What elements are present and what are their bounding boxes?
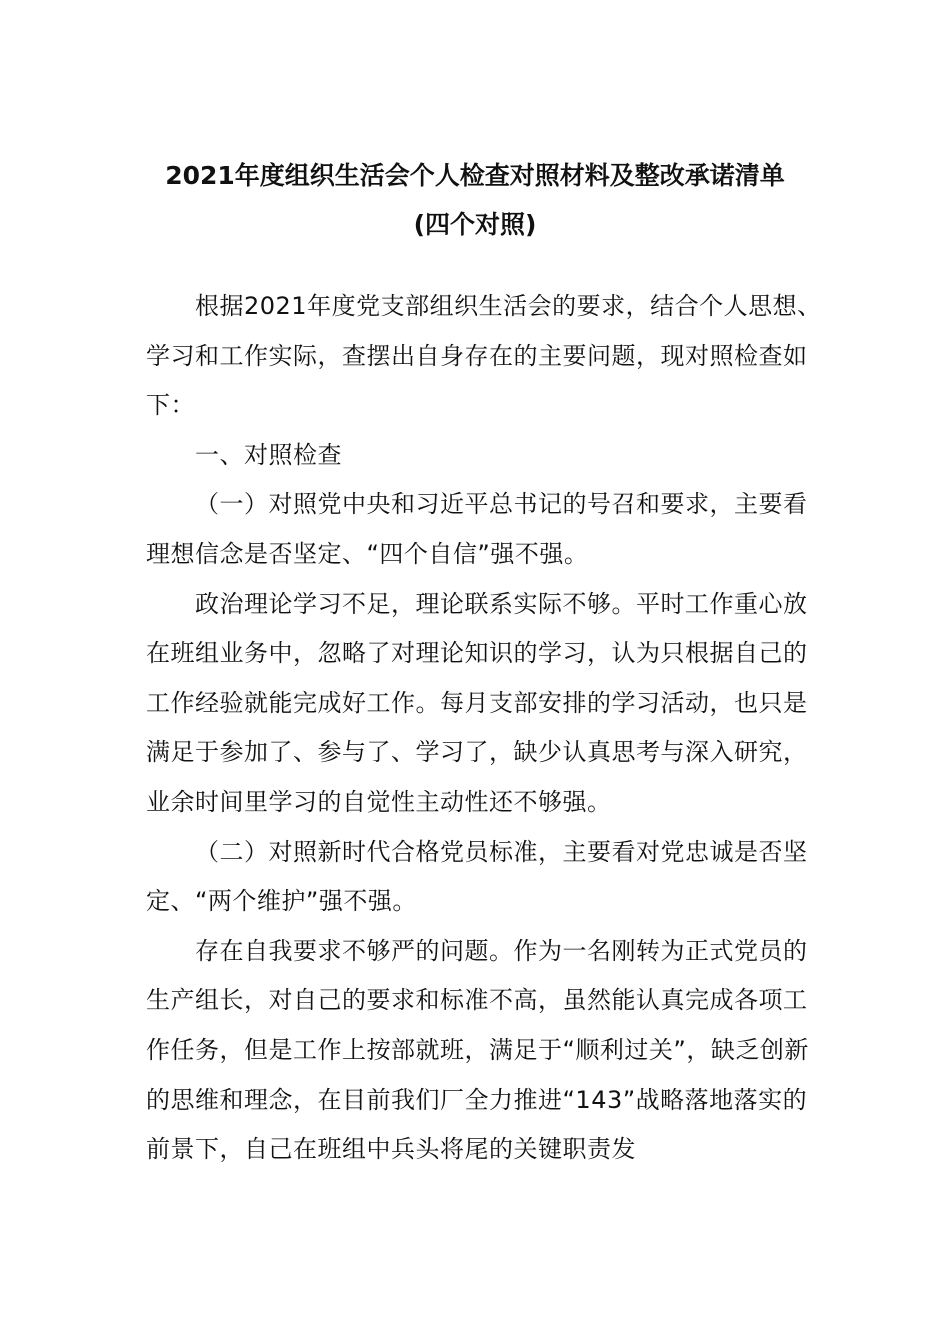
paragraph-intro: 根据2021年度党支部组织生活会的要求，结合个人思想、学习和工作实际，查摆出自身存在的主要问题，现对照检查如下： bbox=[146, 292, 822, 420]
document-subtitle: (四个对照) bbox=[413, 210, 537, 239]
section-heading-1: 一、对照检查 bbox=[195, 440, 342, 469]
document-body bbox=[146, 282, 826, 1175]
subsection-heading-1: （一）对照党中央和习近平总书记的号召和要求，主要看理想信念是否坚定、“四个自信”强不强。 bbox=[146, 490, 808, 568]
paragraph-1: 政治理论学习不足，理论联系实际不够。平时工作重心放在班组业务中，忽略了对理论知识的学习，认为只根据自己的工作经验就能完成好工作。每月支部安排的学习活动，也只是满足于参加了、参与了、学习了，缺少认真思考与深入研究，业余时间里学习的自觉性主动性还不够强。 bbox=[146, 589, 808, 816]
document-title: 2021年度组织生活会个人检查对照材料及整改承诺清单 bbox=[165, 161, 785, 190]
subsection-heading-2: （二）对照新时代合格党员标准，主要看对党忠诚是否坚定、“两个维护”强不强。 bbox=[146, 837, 808, 916]
paragraph-2: 存在自我要求不够严的问题。作为一名刚转为正式党员的生产组长，对自己的要求和标准不高，虽然能认真完成各项工作任务，但是工作上按部就班，满足于“顺利过关”，缺乏创新的思维和理念，在目前我们厂全力推进“143”战略落地落实的前景下，自己在班组中兵头将尾的关键职责发 bbox=[146, 936, 809, 1164]
